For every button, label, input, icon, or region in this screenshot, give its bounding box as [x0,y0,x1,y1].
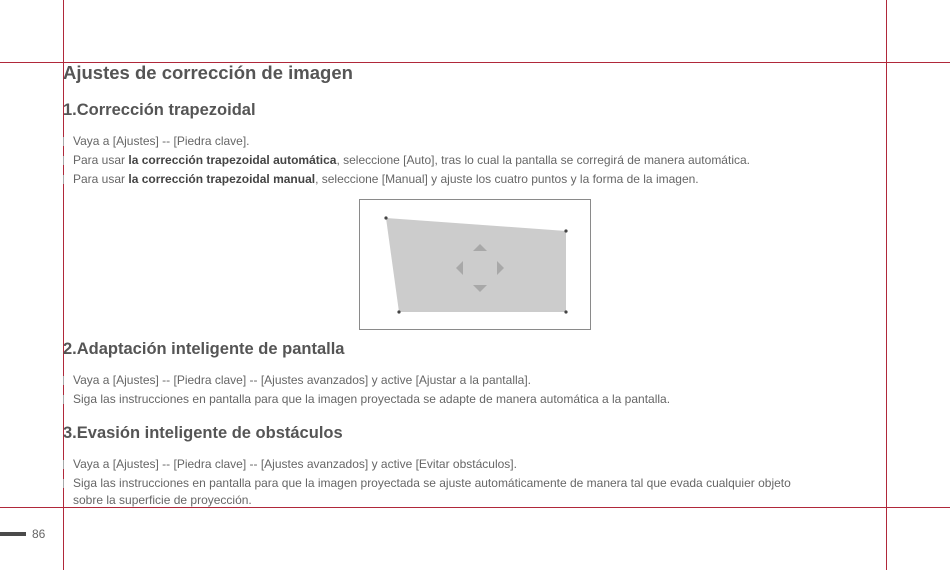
list-item: Vaya a [Ajustes] -- [Piedra clave] -- [Ajustes avanzados] y active [Ajustar a la pantalla]. [63,373,531,387]
list-item: Siga las instrucciones en pantalla para que la imagen proyectada se adapte de manera automática a la pantalla. [63,392,670,406]
guide-line-right [886,0,887,570]
list-item-continuation: sobre la superficie de proyección. [73,493,252,507]
list-item: Para usar la corrección trapezoidal manual, seleccione [Manual] y ajuste los cuatro puntos y la forma de la imagen. [63,172,699,186]
bullet-mark [63,479,64,488]
keystone-diagram [359,199,591,330]
guide-line-bottom [0,507,950,508]
trapezoid-shape [386,218,566,312]
bullet-mark [63,156,64,165]
bullet-mark [63,395,64,404]
page-number: 86 [32,527,46,541]
corner-point-bottom-left [397,310,400,313]
bullet-mark [63,460,64,469]
list-item: Vaya a [Ajustes] -- [Piedra clave] -- [Ajustes avanzados] y active [Evitar obstáculos]. [63,457,517,471]
page-number-bar [0,532,26,536]
corner-point-top-left [384,216,387,219]
bullet-mark [63,175,64,184]
section-heading-keystone: 1.Corrección trapezoidal [63,101,256,119]
list-item: Vaya a [Ajustes] -- [Piedra clave]. [63,134,250,148]
page-title: Ajustes de corrección de imagen [63,62,353,83]
section-heading-screen-fit: 2.Adaptación inteligente de pantalla [63,340,345,358]
bullet-mark [63,376,64,385]
bullet-mark [63,137,64,146]
keystone-diagram-graphic [360,200,590,329]
list-item: Para usar la corrección trapezoidal automática, seleccione [Auto], tras lo cual la pantalla se corregirá de manera automática. [63,153,750,167]
list-item: Siga las instrucciones en pantalla para que la imagen proyectada se ajuste automáticamente de manera tal que evada cualquier objeto [63,476,791,490]
section-heading-obstacle-avoidance: 3.Evasión inteligente de obstáculos [63,424,343,442]
corner-point-top-right [564,229,567,232]
corner-point-bottom-right [564,310,567,313]
